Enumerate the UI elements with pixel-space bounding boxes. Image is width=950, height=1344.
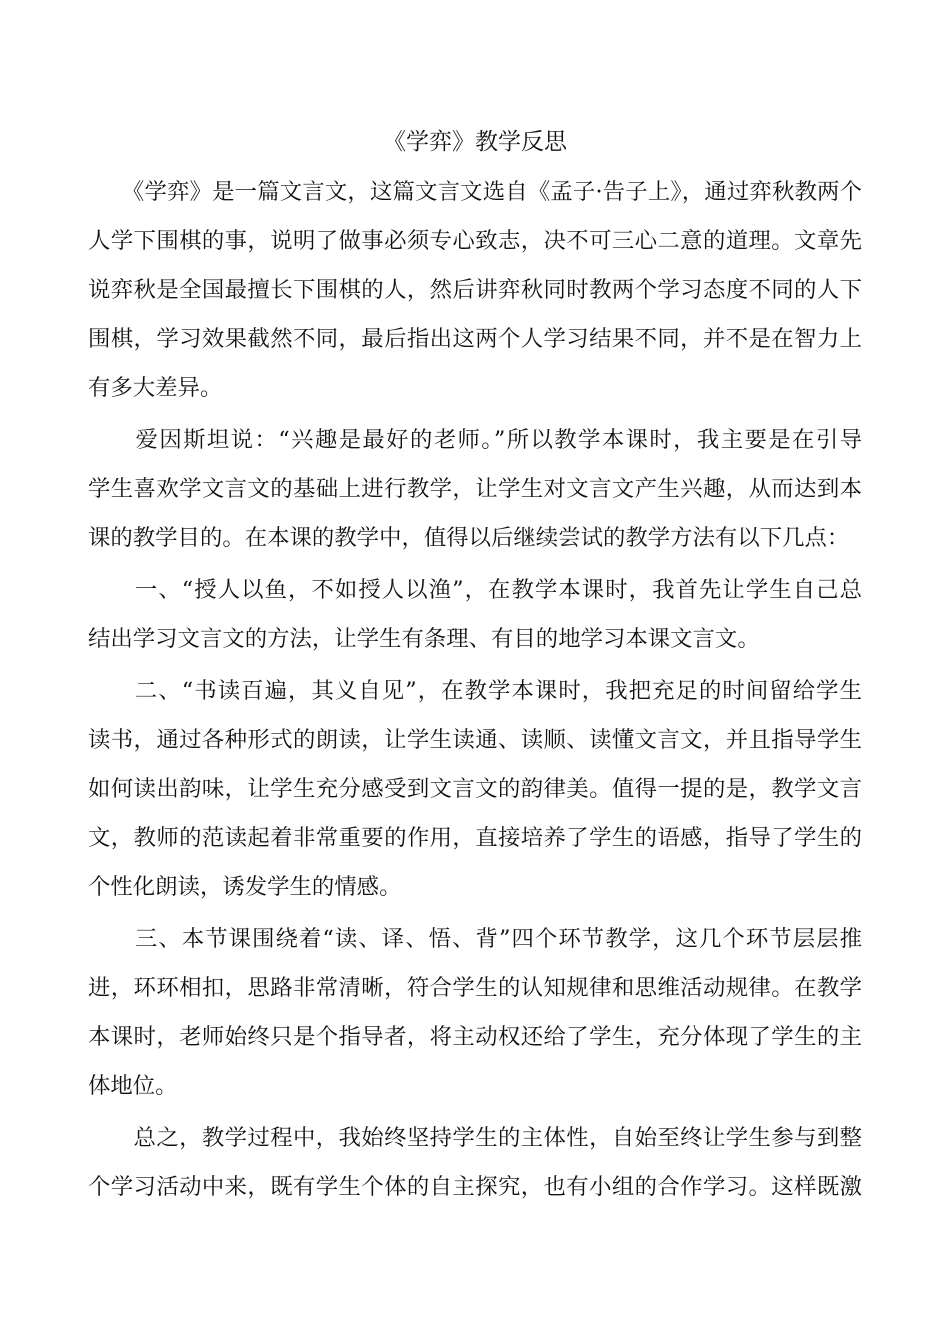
text-line: 一、“授人以鱼，不如授人以渔”，在教学本课时，我首先让学生自己总 [88,577,862,603]
text-line: 个性化朗读，诱发学生的情感。 [88,874,402,900]
text-line: 有多大差异。 [88,375,223,401]
text-line: 《学弈》是一篇文言文，这篇文言文选自《孟子·告子上》，通过弈秋教两个 [88,179,862,205]
text-line: 总之，教学过程中，我始终坚持学生的主体性，自始至终让学生参与到整 [88,1125,862,1151]
paragraph [88,667,862,912]
document-title: 《学弈》教学反思 [383,129,567,155]
text-line: 如何读出韵味，让学生充分感受到文言文的韵律美。值得一提的是，教学文言 [88,776,862,802]
text-line: 结出学习文言文的方法，让学生有条理、有目的地学习本课文言文。 [88,626,760,652]
text-line: 说弈秋是全国最擅长下围棋的人，然后讲弈秋同时教两个学习态度不同的人下 [88,277,862,303]
text-line: 围棋，学习效果截然不同，最后指出这两个人学习结果不同，并不是在智力上 [88,326,862,352]
paragraph [88,566,862,664]
document-body [88,168,862,1215]
text-line: 三、本节课围绕着“读、译、悟、背”四个环节教学，这几个环节层层推 [88,926,862,952]
paragraph [88,416,862,563]
text-line: 体地位。 [88,1073,178,1099]
paragraph [88,168,862,413]
text-line: 学生喜欢学文言文的基础上进行教学，让学生对文言文产生兴趣，从而达到本 [88,476,862,502]
text-line: 爱因斯坦说：“兴趣是最好的老师。”所以教学本课时，我主要是在引导 [88,427,862,453]
text-line: 课的教学目的。在本课的教学中，值得以后继续尝试的教学方法有以下几点： [88,525,850,551]
text-line: 读书，通过各种形式的朗读，让学生读通、读顺、读懂文言文，并且指导学生 [88,727,862,753]
text-line: 本课时，老师始终只是个指导者，将主动权还给了学生，充分体现了学生的主 [88,1024,862,1050]
text-line: 二、“书读百遍，其义自见”，在教学本课时，我把充足的时间留给学生 [88,678,862,704]
text-line: 文，教师的范读起着非常重要的作用，直接培养了学生的语感，指导了学生的 [88,825,862,851]
paragraph [88,915,862,1111]
text-line: 人学下围棋的事，说明了做事必须专心致志，决不可三心二意的道理。文章先 [88,228,862,254]
text-line: 个学习活动中来，既有学生个体的自主探究，也有小组的合作学习。这样既激 [88,1174,862,1200]
paragraph [88,1114,862,1212]
text-line: 进，环环相扣，思路非常清晰，符合学生的认知规律和思维活动规律。在教学 [88,975,862,1001]
